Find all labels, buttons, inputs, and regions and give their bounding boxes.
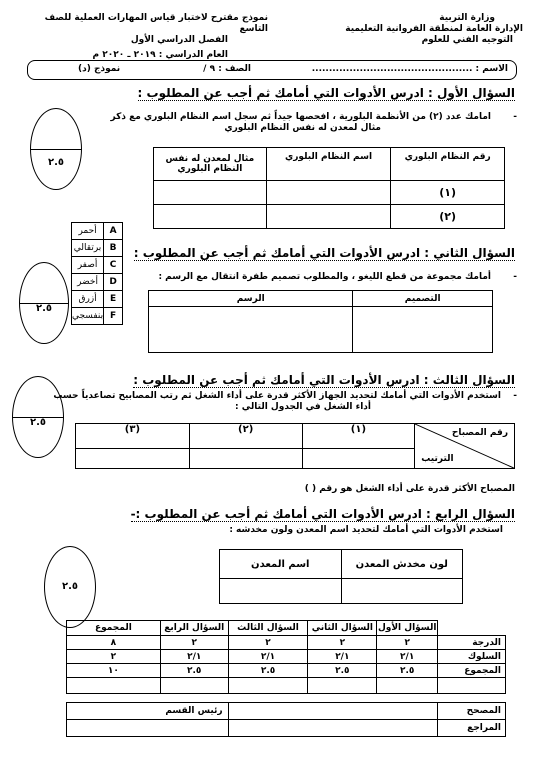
summary-cell: ٢.٥ (377, 664, 438, 678)
q2-score-oval (19, 262, 69, 344)
summary-cell: ٢/١ (228, 650, 308, 664)
table-row (154, 205, 505, 229)
color-name: بنفسجي (72, 308, 104, 325)
color-name: برتقالي (72, 240, 104, 257)
reviewer-extra[interactable] (160, 720, 228, 737)
q3-table (75, 423, 515, 469)
corrector-signature[interactable] (228, 703, 437, 720)
q4-header-mineral: اسم المعدن (220, 550, 342, 579)
q3-lamp-1: (١) (302, 424, 415, 449)
exam-header (28, 13, 268, 61)
color-letter: E (104, 291, 123, 308)
class-label: الصف : ٩ / (203, 64, 251, 74)
table-row (67, 720, 506, 737)
head-label: رئيس القسم (160, 703, 228, 720)
q1-row-2-number: (٢) (391, 205, 505, 229)
summary-row-label: الدرجة (438, 636, 506, 650)
q1-score-oval (30, 108, 82, 190)
q2-table (148, 290, 493, 353)
q1-instruction-line-2: مثال لمعدن له نفس النظام البلوري (224, 123, 381, 133)
table-row (72, 274, 123, 291)
color-name: أخضر (72, 274, 104, 291)
table-row (72, 291, 123, 308)
table-row (67, 650, 506, 664)
summary-empty-cell[interactable] (67, 678, 161, 694)
summary-cell: ٢.٥ (160, 664, 228, 678)
summary-empty-cell[interactable] (228, 678, 308, 694)
q1-header-name: اسم النظام البلوري (266, 148, 391, 181)
q2-instruction: أمامك مجموعة من قطع الليغو ، والمطلوب تصميم طفرة انتقال مع الرسم : (158, 272, 491, 282)
q1-title: السؤال الأول : ادرس الأدوات التي أمامك ثم أجب عن المطلوب : (137, 86, 515, 100)
model-label: نموذج (د) (78, 64, 121, 74)
q1-row-2-example[interactable] (154, 205, 267, 229)
table-row (220, 579, 463, 604)
summary-cell: ٢/١ (160, 650, 228, 664)
table-row (67, 678, 506, 694)
color-legend-table (71, 222, 123, 325)
summary-cell: ٢ (308, 636, 377, 650)
summary-empty-cell[interactable] (160, 678, 228, 694)
summary-header-total: المجموع (67, 621, 161, 636)
table-row (67, 664, 506, 678)
q3-instruction (11, 391, 501, 413)
color-name: أحمر (72, 223, 104, 240)
department-line: التوجيه الفني للعلوم (421, 35, 513, 45)
year-line: العام الدراسي : ٢٠١٩ ـ ٢٠٢٠ م (92, 50, 228, 60)
table-row (154, 181, 505, 205)
q2-drawing-cell[interactable] (149, 307, 353, 353)
table-row (72, 240, 123, 257)
reviewer-signature[interactable] (228, 720, 437, 737)
q3-lamp-3: (٣) (76, 424, 190, 449)
q1-header-number: رقم النظام البلوري (391, 148, 505, 181)
color-name: أزرق (72, 291, 104, 308)
summary-header-q1: السؤال الأول (377, 621, 438, 636)
q3-corner-top: رقم المصباح (451, 428, 508, 438)
q1-instruction-line-1: امامك عدد (٢) من الأنظمة البلورية ، افحصها جيداً ثم سجل اسم النظام البلوري مع ذكر (110, 112, 491, 122)
color-name: أصفر (72, 257, 104, 274)
q3-corner-cell (415, 424, 515, 469)
q1-row-1-example[interactable] (154, 181, 267, 205)
table-row (67, 636, 506, 650)
q2-header-design: التصميم (353, 291, 493, 307)
summary-corner (438, 621, 506, 636)
table-row (67, 703, 506, 720)
q1-row-1-name[interactable] (266, 181, 391, 205)
summary-cell: ٢.٥ (308, 664, 377, 678)
q4-title: السؤال الرابع : ادرس الأدوات التي أمامك ثم أجب عن المطلوب :- (130, 507, 515, 521)
q3-lamp-2: (٢) (189, 424, 302, 449)
color-letter: B (104, 240, 123, 257)
q3-rank-2[interactable] (189, 449, 302, 469)
q2-title: السؤال الثاني : ادرس الأدوات التي أمامك ثم أجب عن المطلوب : (133, 246, 515, 260)
summary-cell: ٢ (377, 636, 438, 650)
q3-corner-bottom: الترتيب (421, 454, 454, 464)
summary-table (66, 620, 506, 694)
q1-header-example: مثال لمعدن له نفس النظام البلوري (154, 148, 267, 181)
q3-rank-1[interactable] (302, 449, 415, 469)
summary-cell: ٢/١ (308, 650, 377, 664)
signature-table (66, 702, 506, 737)
q4-instruction: استخدم الأدوات التي أمامك لتحديد اسم المعدن ولون مخدشه : (229, 525, 503, 535)
q3-score-oval (12, 376, 64, 458)
reviewer-extra-2[interactable] (67, 720, 161, 737)
summary-cell: ٢/١ (377, 650, 438, 664)
q2-score: ٢.٥ (35, 303, 52, 314)
reviewer-label: المراجع (438, 720, 506, 737)
table-row (72, 257, 123, 274)
summary-header-q2: السؤال الثاني (308, 621, 377, 636)
summary-header-q3: السؤال الثالث (228, 621, 308, 636)
color-letter: D (104, 274, 123, 291)
color-letter: F (104, 308, 123, 325)
color-letter: A (104, 223, 123, 240)
q2-header-drawing: الرسم (149, 291, 353, 307)
q1-instruction (91, 112, 491, 134)
q1-dash: - (513, 112, 517, 122)
q4-mineral-cell[interactable] (220, 579, 342, 604)
color-letter: C (104, 257, 123, 274)
q4-table (219, 549, 463, 604)
q4-score-oval (44, 546, 96, 628)
summary-header-q4: السؤال الرابع (160, 621, 228, 636)
corrector-label: المصحح (438, 703, 506, 720)
table-row (149, 307, 493, 353)
district-line: الإدارة العامة لمنطقة الفروانية التعليمية (345, 24, 523, 34)
q4-streak-cell[interactable] (341, 579, 463, 604)
summary-cell: ٢ (160, 636, 228, 650)
table-row (72, 308, 123, 325)
table-row (72, 223, 123, 240)
q1-table (153, 147, 505, 229)
summary-cell: ١٠ (67, 664, 161, 678)
summary-cell: ٢ (228, 636, 308, 650)
q3-instruction-line-2: أداء الشغل في الجدول التالي : (235, 402, 371, 412)
q4-header-streak: لون مخدش المعدن (341, 550, 463, 579)
summary-empty-cell[interactable] (377, 678, 438, 694)
summary-empty-cell (438, 678, 506, 694)
q2-dash: - (513, 272, 517, 282)
student-info-bar (27, 60, 517, 80)
q3-title: السؤال الثالث : ادرس الأدوات التي أمامك ثم أجب عن المطلوب : (133, 373, 515, 387)
q1-row-1-number: (١) (391, 181, 505, 205)
semester-line: الفصل الدراسي الأول (130, 35, 228, 45)
q3-dash: - (513, 391, 517, 401)
summary-cell: ٢ (67, 650, 161, 664)
summary-cell: ٢.٥ (228, 664, 308, 678)
exam-title-line: نموذج مقترح لاختبار قياس المهارات العملية للصف التاسع (44, 13, 268, 34)
head-signature[interactable] (67, 703, 161, 720)
q3-score: ٢.٥ (29, 417, 46, 428)
q3-footer: المصباح الأكثر قدرة على أداء الشغل هو رقم ( ) (304, 484, 515, 494)
q3-rank-3[interactable] (76, 449, 190, 469)
ministry-header (323, 13, 523, 46)
q1-score: ٢.٥ (47, 157, 64, 168)
summary-empty-cell[interactable] (308, 678, 377, 694)
student-name-label: الاسم : ............................................... (311, 64, 508, 74)
summary-cell: ٨ (67, 636, 161, 650)
q2-design-cell[interactable] (353, 307, 493, 353)
summary-row-label: السلوك (438, 650, 506, 664)
q1-row-2-name[interactable] (266, 205, 391, 229)
summary-row-label: المجموع (438, 664, 506, 678)
ministry-line: وزارة التربية (439, 13, 495, 23)
q3-instruction-line-1: استخدم الأدوات التي أمامك لتحديد الجهاز الأكثر قدرة على أداء الشغل ثم رتب المصابيح تصاعدياً حسب (53, 391, 501, 401)
q4-score: ٢.٥ (61, 581, 78, 592)
